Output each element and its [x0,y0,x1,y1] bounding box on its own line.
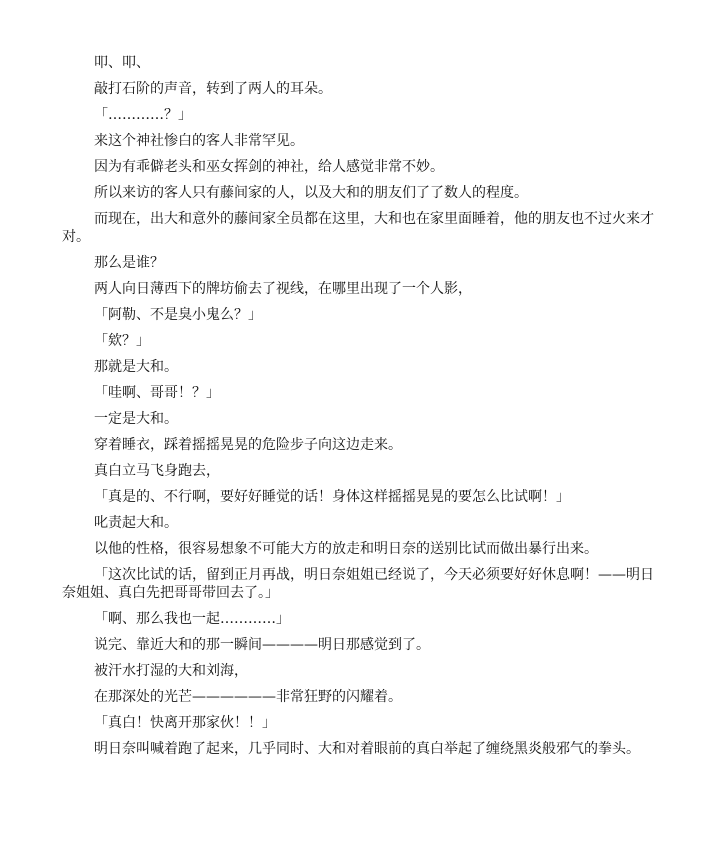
paragraph-4: 来这个神社惨白的客人非常罕见。 [94,133,304,149]
paragraph-16: 真白立马飞身跑去， [94,463,220,479]
paragraph-17: 「真是的、不行啊，要好好睡觉的话！身体这样摇摇晃晃的要怎么比试啊！」 [94,489,570,505]
paragraph-6: 所以来访的客人只有藤间家的人，以及大和的朋友们了了数人的程度。 [94,185,528,201]
paragraph-13: 「哇啊、哥哥！？」 [94,385,220,401]
paragraph-18: 叱责起大和。 [94,515,178,531]
paragraph-10: 「阿勒、不是臭小鬼么？」 [94,307,262,323]
paragraph-14: 一定是大和。 [94,411,178,427]
paragraph-11: 「欸？」 [94,333,150,349]
paragraph-19: 以他的性格，很容易想象不可能大方的放走和明日奈的送别比试而做出暴行出来。 [94,541,598,557]
paragraph-15: 穿着睡衣，踩着摇摇晃晃的危险步子向这边走来。 [94,437,402,453]
paragraph-3: 「…………？」 [94,107,192,123]
paragraph-21: 「啊、那么我也一起…………」 [94,611,290,627]
paragraph-24: 在那深处的光芒——————非常狂野的闪耀着。 [94,689,402,705]
paragraph-2: 敲打石阶的声音，转到了两人的耳朵。 [94,81,332,97]
paragraph-26: 明日奈叫喊着跑了起来，几乎同时、大和对着眼前的真白举起了缠绕黑炎般邪气的拳头。 [94,741,640,757]
paragraph-12: 那就是大和。 [94,359,178,375]
paragraph-8: 那么是谁？ [94,255,164,271]
paragraph-20: 「这次比试的话，留到正月再战，明日奈姐姐已经说了，今天必须要好好休息啊！——明日奈姐姐、真白先把哥哥带回去了。」 [62,567,654,601]
paragraph-7: 而现在，出大和意外的藤间家全员都在这里，大和也在家里面睡着，他的朋友也不过火来才对。 [62,211,654,245]
paragraph-9: 两人向日薄西下的牌坊偷去了视线，在哪里出现了一个人影， [94,281,472,297]
paragraph-23: 被汗水打湿的大和刘海， [94,663,248,679]
paragraph-5: 因为有乖僻老头和巫女挥剑的神社，给人感觉非常不妙。 [94,159,444,175]
paragraph-25: 「真白！快离开那家伙！！」 [94,715,276,731]
paragraph-22: 说完、靠近大和的那一瞬间————明日那感觉到了。 [94,637,430,653]
paragraph-1: 叩、叩、 [94,55,150,71]
